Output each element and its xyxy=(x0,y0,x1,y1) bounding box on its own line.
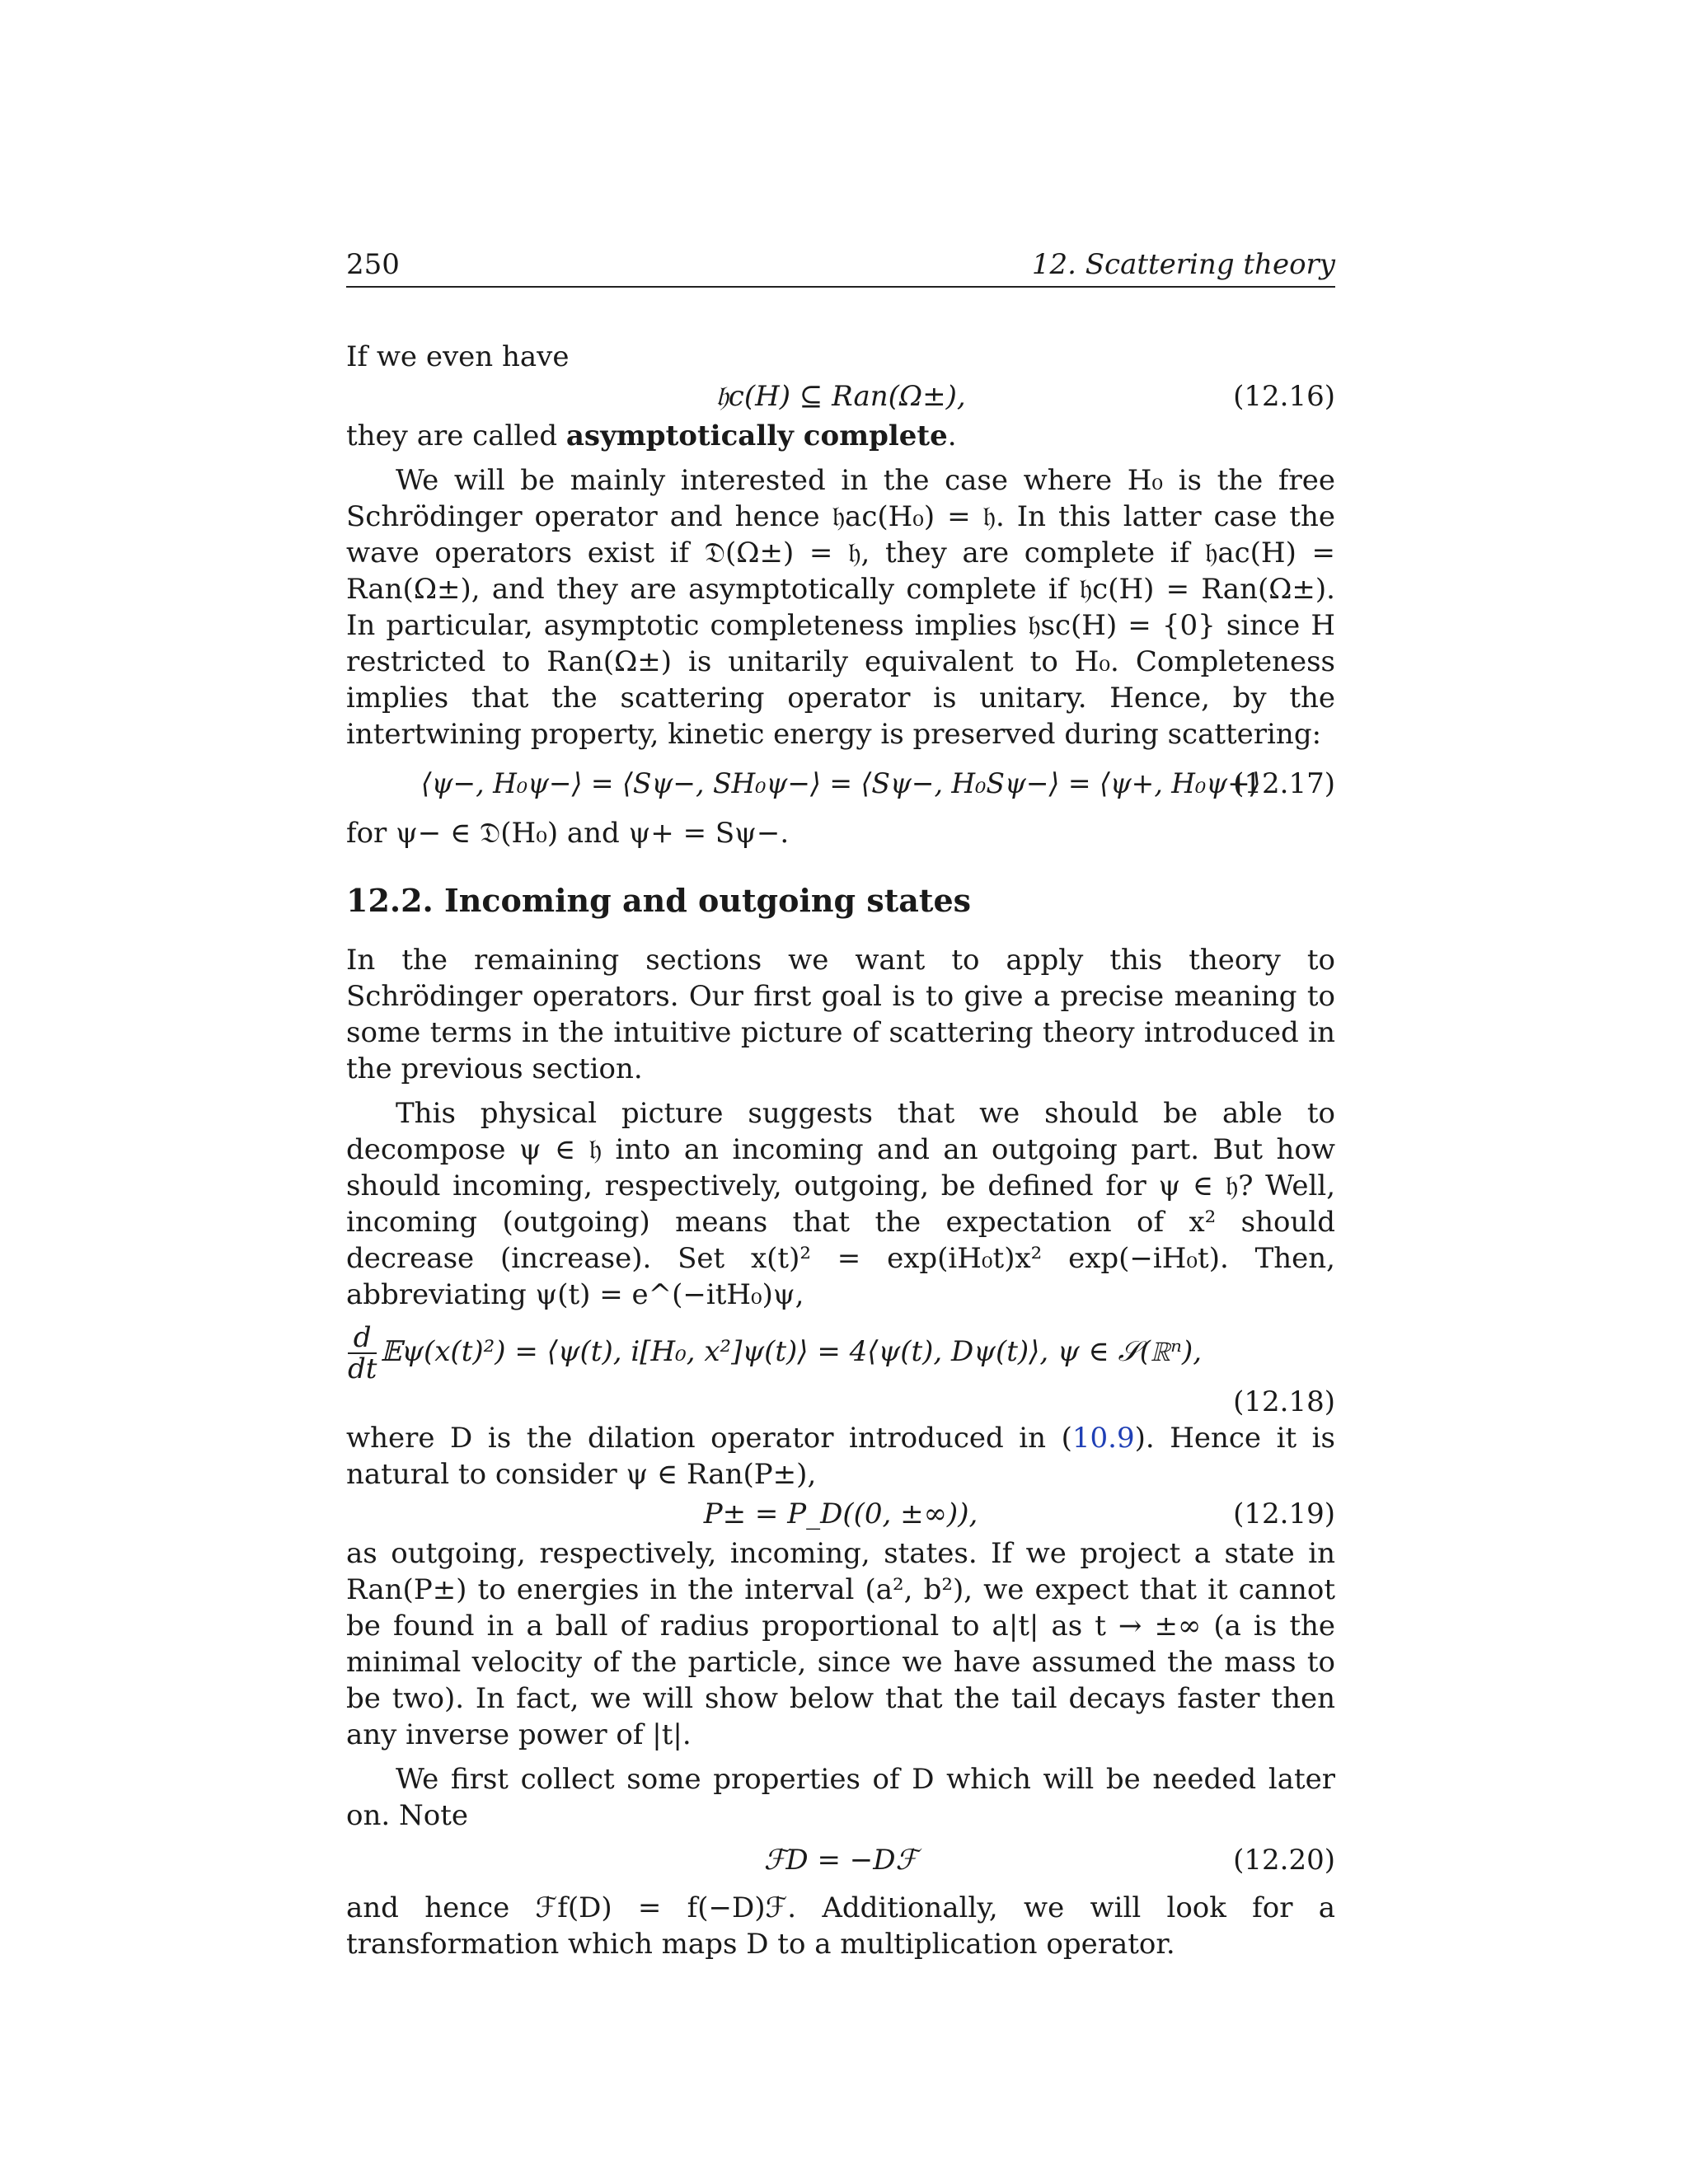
paragraph-dilation-operator xyxy=(346,1420,1335,1493)
paragraph-physical-picture: This physical picture suggests that we should be able to decompose ψ ∈ 𝔥 into an incoming and an outgoing part. But how should incoming, respectively, outgoing, be defined for ψ ∈ 𝔥? Well, incoming (outgoing) means that the expectation of x² should decrease (increase). Set x(t)² = exp(iH₀t)x² exp(−iH₀t). Then, abbreviating ψ(t) = e^(−itH₀)ψ, xyxy=(346,1097,1335,1311)
equation-12-16 xyxy=(346,378,1335,415)
section-heading: 12.2. Incoming and outgoing states xyxy=(346,882,972,919)
equation-12-18-number: (12.18) xyxy=(1233,1385,1335,1418)
paragraph-outgoing-incoming: as outgoing, respectively, incoming, states. If we project a state in Ran(P±) to energies in the interval (a², b²), we expect that it cannot be found in a ball of radius proportional to a|t| as t → ±∞ (a is the minimal velocity of the particle, since we have assumed the mass to be two). In fact, we will show below that the tail decays faster then any inverse power of |t|. xyxy=(346,1537,1335,1751)
paragraph-remaining-sections: In the remaining sections we want to apply this theory to Schrödinger operators. Our first goal is to give a precise meaning to some terms in the intuitive picture of scattering theory introduced in the previous section. xyxy=(346,944,1335,1085)
dilation-prefix: where D is the dilation operator introduced in ( xyxy=(346,1422,1072,1455)
equation-12-16-number: (12.16) xyxy=(1233,380,1335,413)
running-header xyxy=(346,243,1335,288)
derivative-fraction xyxy=(348,1323,377,1384)
equation-12-19 xyxy=(346,1496,1335,1532)
definition-suffix: . xyxy=(947,419,957,452)
equation-12-17-math: ⟨ψ−, H₀ψ−⟩ = ⟨Sψ−, SH₀ψ−⟩ = ⟨Sψ−, H₀Sψ−⟩ = ⟨ψ+, H₀ψ+⟩ xyxy=(420,767,1261,800)
dilation-suffix: ). Hence it is natural to consider ψ ∈ Ran(P±), xyxy=(346,1422,1336,1491)
equation-12-20-number: (12.20) xyxy=(1233,1844,1335,1877)
running-title: 12. Scattering theory xyxy=(1031,248,1335,281)
paragraph-after-12-17: for ψ− ∈ 𝔇(H₀) and ψ+ = Sψ−. xyxy=(346,817,790,850)
equation-12-18 xyxy=(346,1323,1335,1420)
equation-12-20 xyxy=(346,1842,1335,1878)
equation-12-17-number: (12.17) xyxy=(1233,767,1335,800)
equation-12-18-body: 𝔼ψ(x(t)²) = ⟨ψ(t), i[H₀, x²]ψ(t)⟩ = 4⟨ψ(t), Dψ(t)⟩, ψ ∈ 𝒮(ℝⁿ), xyxy=(380,1335,1203,1368)
equation-12-16-math: 𝔥c(H) ⊆ Ran(Ω±), xyxy=(715,380,966,413)
fraction-denominator: dt xyxy=(347,1352,377,1385)
intro-line: If we even have xyxy=(346,340,570,373)
asymptotic-completeness-definition xyxy=(346,418,1335,454)
equation-12-17 xyxy=(346,766,1335,802)
equation-12-18-math xyxy=(348,1323,1202,1384)
page xyxy=(346,243,1335,1962)
equation-12-19-number: (12.19) xyxy=(1233,1497,1335,1530)
paragraph-properties-of-d: We first collect some properties of D which will be needed later on. Note xyxy=(346,1763,1335,1832)
fraction-numerator: d xyxy=(348,1323,377,1354)
equation-12-20-math: ℱD = −Dℱ xyxy=(763,1844,918,1877)
definition-term: asymptotically complete xyxy=(565,419,948,452)
equation-12-19-math: P± = P_D((0, ±∞)), xyxy=(703,1497,978,1530)
paragraph-free-schrodinger: We will be mainly interested in the case where H₀ is the free Schrödinger operator and hence 𝔥ac(H₀) = 𝔥. In this latter case the wave operators exist if 𝔇(Ω±) = 𝔥, they are complete if 𝔥ac(H) = Ran(Ω±), and they are asymptotically complete if 𝔥c(H) = Ran(Ω±). In particular, asymptotic completeness implies 𝔥sc(H) = {0} since H restricted to Ran(Ω±) is unitarily equivalent to H₀. Completeness implies that the scattering operator is unitary. Hence, by the intertwining property, kinetic energy is preserved during scattering: xyxy=(346,464,1335,751)
page-number: 250 xyxy=(346,248,400,281)
paragraph-transformation: and hence ℱf(D) = f(−D)ℱ. Additionally, we will look for a transformation which maps D to a multiplication operator. xyxy=(346,1891,1335,1961)
equation-reference-link[interactable]: 10.9 xyxy=(1071,1422,1135,1455)
definition-prefix: they are called xyxy=(346,419,566,452)
